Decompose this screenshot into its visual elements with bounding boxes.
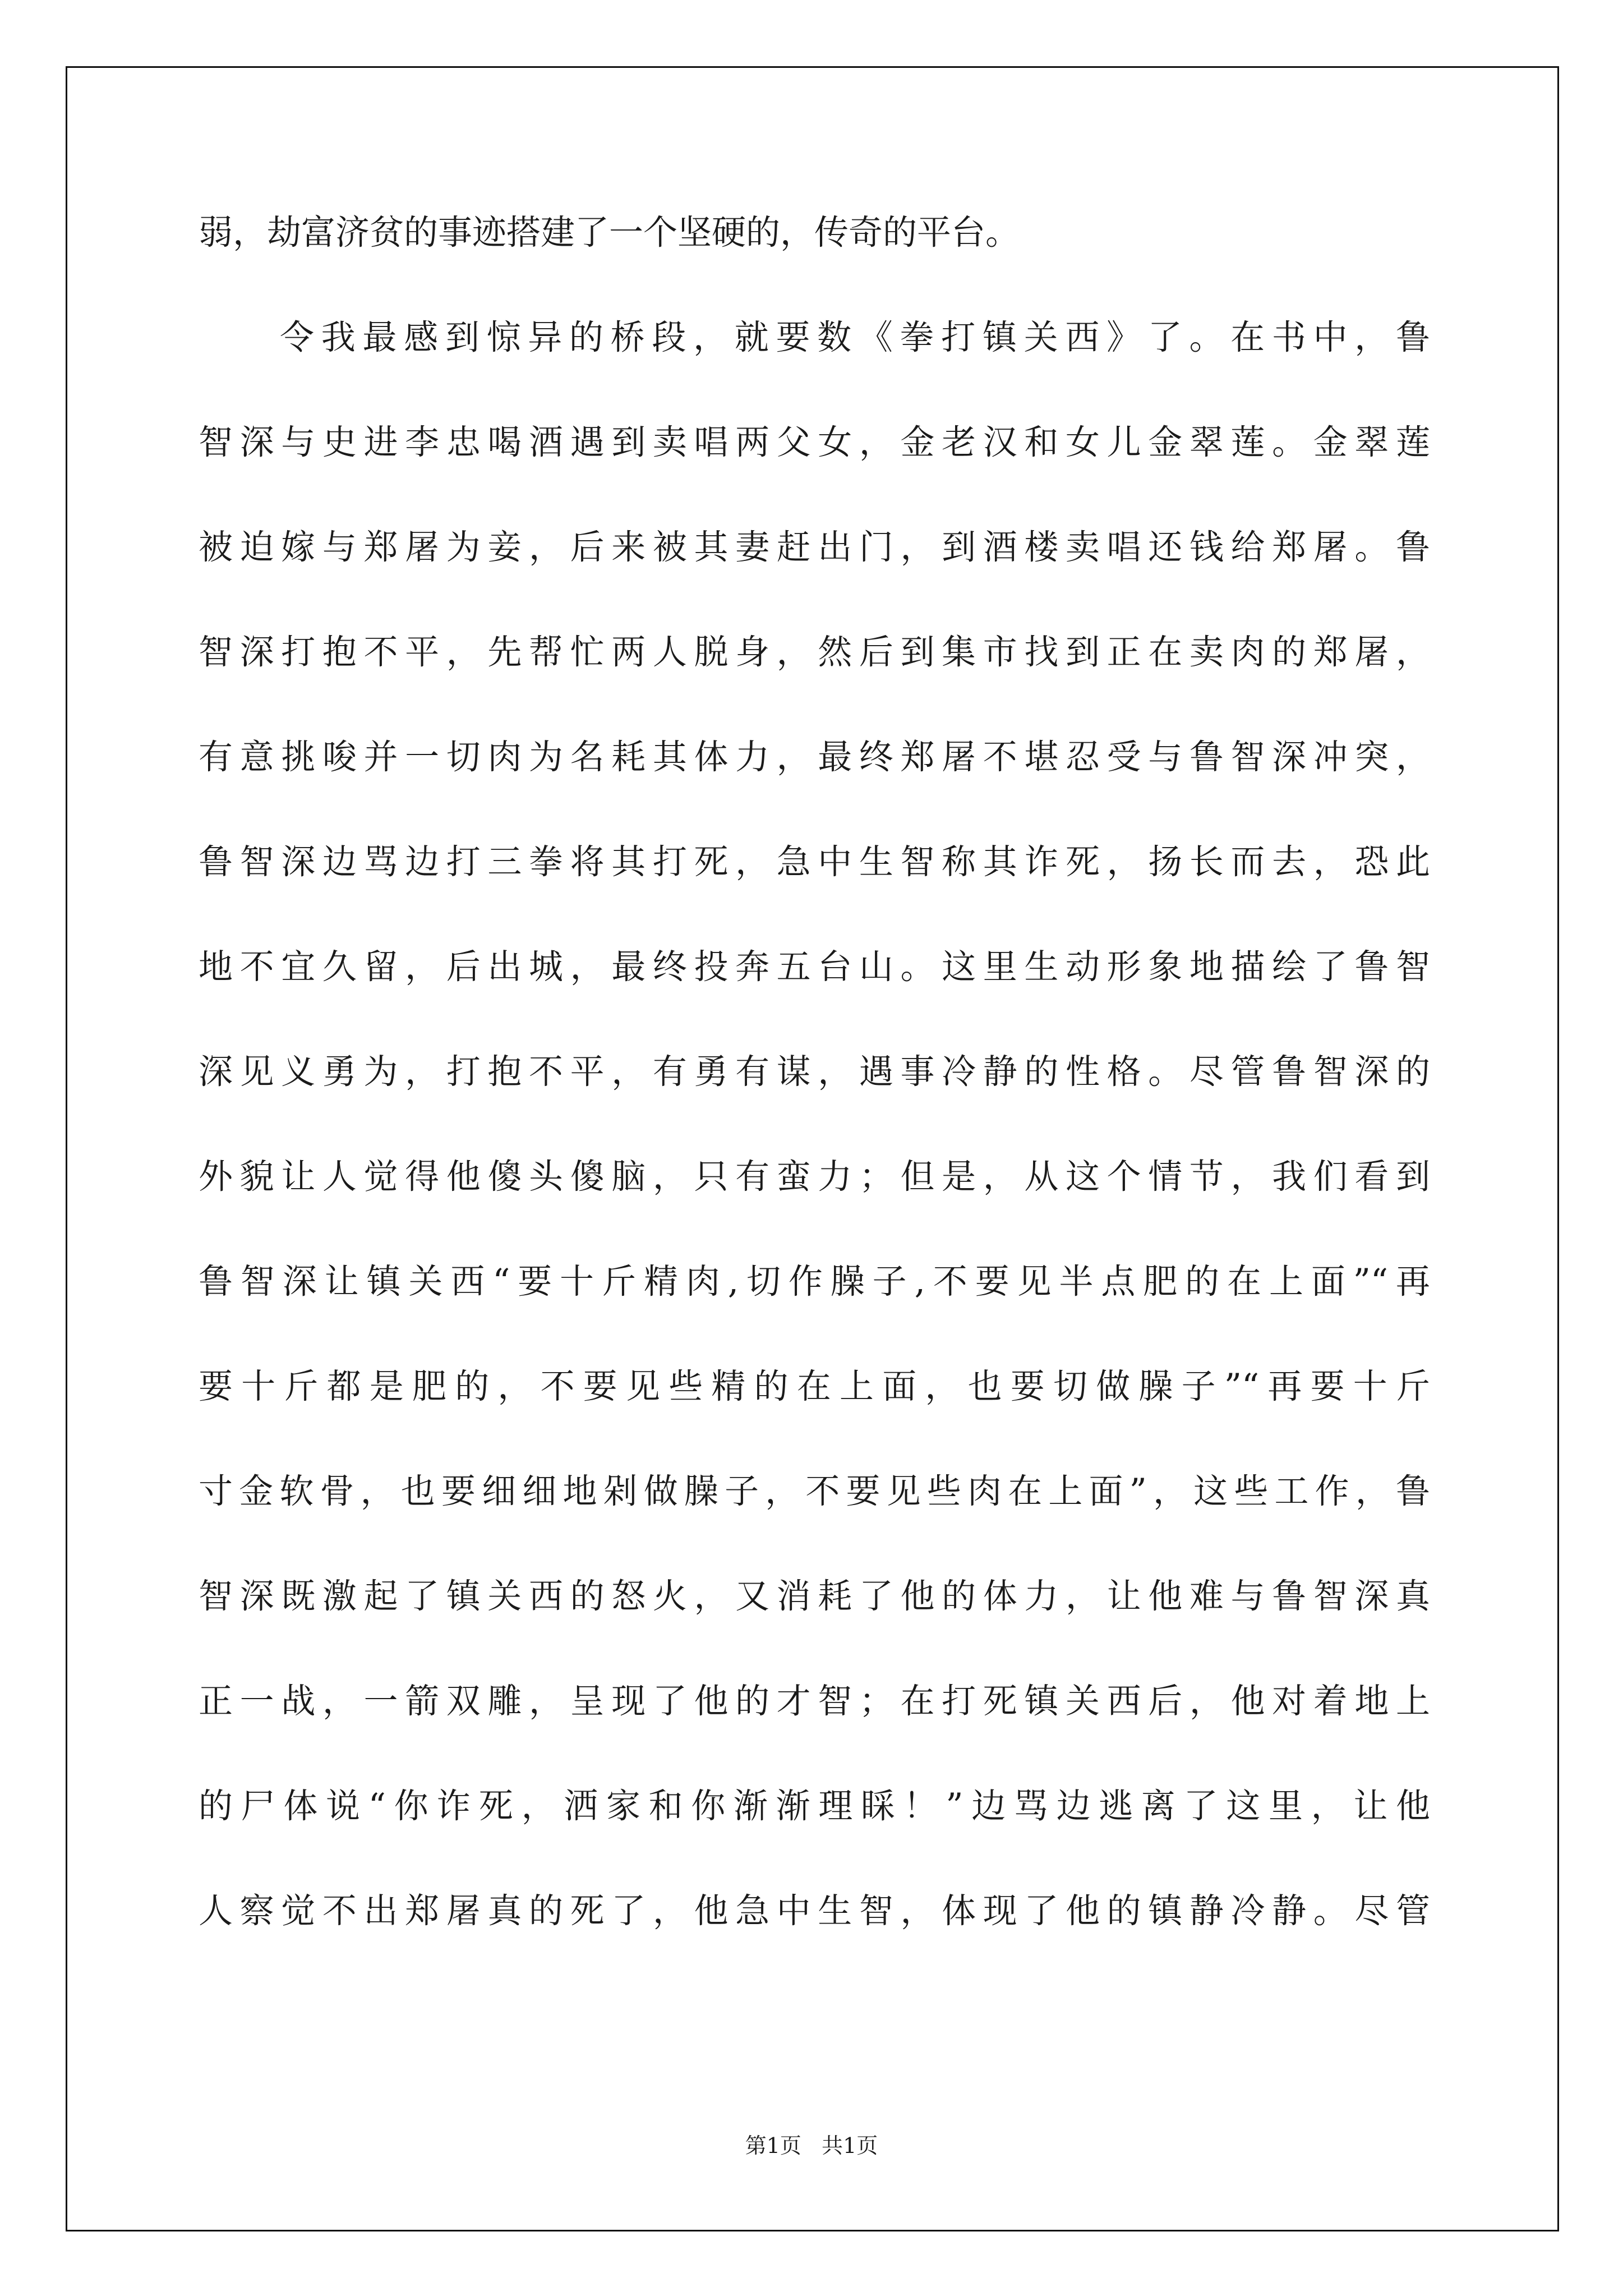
text-line: 要十斤都是肥的，不要见些精的在上面，也要切做臊子”“再要十斤 [199, 1366, 1430, 1406]
text-line: 正一战，一箭双雕，呈现了他的才智；在打死镇关西后，他对着地上 [199, 1681, 1430, 1721]
text-line: 的尸体说“你诈死，洒家和你渐渐理睬！”边骂边逃离了这里，让他 [199, 1786, 1430, 1826]
text-line: 智深既激起了镇关西的怒火，又消耗了他的体力，让他难与鲁智深真 [199, 1576, 1430, 1616]
text-line: 智深与史进李忠喝酒遇到卖唱两父女，金老汉和女儿金翠莲。金翠莲 [199, 422, 1430, 462]
text-line: 地不宜久留，后出城，最终投奔五台山。这里生动形象地描绘了鲁智 [199, 947, 1430, 987]
text-line: 外貌让人觉得他傻头傻脑，只有蛮力；但是，从这个情节，我们看到 [199, 1157, 1430, 1197]
text-line: 深见义勇为，打抱不平，有勇有谋，遇事冷静的性格。尽管鲁智深的 [199, 1052, 1430, 1092]
text-line: 被迫嫁与郑屠为妾，后来被其妻赶出门，到酒楼卖唱还钱给郑屠。鲁 [199, 527, 1430, 567]
page-number-footer: 第1页 共1页 [745, 2133, 878, 2158]
text-line: 有意挑唆并一切肉为名耗其体力，最终郑屠不堪忍受与鲁智深冲突， [199, 737, 1430, 777]
text-line: 人察觉不出郑屠真的死了，他急中生智，体现了他的镇静冷静。尽管 [199, 1891, 1430, 1931]
paragraph-first-line: 令我最感到惊异的桥段，就要数《拳打镇关西》了。在书中，鲁 [280, 318, 1430, 357]
text-line: 寸金软骨，也要细细地剁做臊子，不要见些肉在上面”，这些工作，鲁 [199, 1471, 1430, 1511]
text-line: 鲁智深边骂边打三拳将其打死，急中生智称其诈死，扬长而去，恐此 [199, 842, 1430, 882]
text-line: 智深打抱不平，先帮忙两人脱身，然后到集市找到正在卖肉的郑屠， [199, 632, 1430, 672]
text-line: 弱，劫富济贫的事迹搭建了一个坚硬的，传奇的平台。 [199, 213, 1020, 252]
text-line: 鲁智深让镇关西“要十斤精肉,切作臊子,不要见半点肥的在上面”“再 [199, 1262, 1430, 1301]
